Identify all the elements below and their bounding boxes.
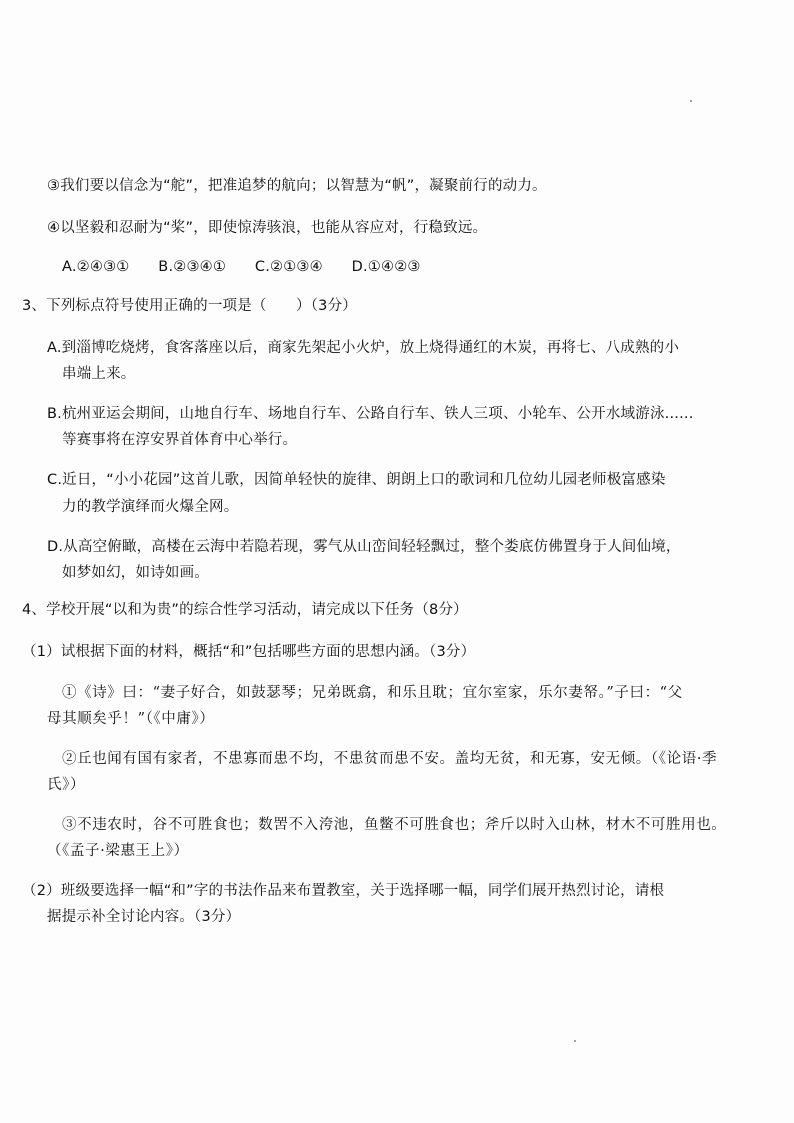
material-1-line1: ①《诗》曰：“妻子好合，如鼓瑟琴；兄弟既翕，和乐且耽；宜尔室家，乐尔妻帑。”子曰：“父 (62, 685, 683, 701)
q3-stem: 3、下列标点符号使用正确的一项是（ ）（3分） (22, 298, 357, 314)
material-2-line2: 氏》） (47, 777, 86, 793)
q3-option-a-line1: A.到淄博吃烧烤，食客落座以后，商家先架起小火炉，放上烧得通红的木炭，再将七、八成熟的小 (47, 340, 680, 356)
q2-item-3: ③我们要以信念为“舵”，把准追梦的航向；以智慧为“帆”，凝聚前行的动力。 (47, 178, 547, 194)
option-c: C.②①③④ (254, 259, 323, 275)
scan-speck (574, 1040, 576, 1042)
option-a: A.②④③① (62, 259, 130, 275)
q4-sub2-line2: 据提示补全讨论内容。（3分） (47, 909, 241, 925)
q3-option-b-line1: B.杭州亚运会期间，山地自行车、场地自行车、公路自行车、铁人三项、小轮车、公开水域游泳...... (47, 406, 694, 422)
q3-option-c-line2: 力的教学演绎而火爆全网。 (62, 499, 239, 515)
material-3-line1: ③不违农时，谷不可胜食也；数罟不入洿池，鱼鳖不可胜食也；斧斤以时入山林，材木不可胜用也。 (62, 817, 727, 833)
q2-options (62, 257, 445, 277)
q3-option-d-line2: 如梦如幻，如诗如画。 (62, 565, 209, 581)
q3-option-c-line1: C.近日，“小小花园”这首儿歌，因简单轻快的旋律、朗朗上口的歌词和几位幼儿园老师极富感染 (47, 472, 666, 488)
q3-option-a-line2: 串端上来。 (62, 366, 136, 382)
q4-sub2-line1: （2）班级要选择一幅“和”字的书法作品来布置教室，关于选择哪一幅，同学们展开热烈讨论，请根 (22, 883, 665, 899)
scan-speck (690, 100, 692, 102)
option-d: D.①④②③ (351, 259, 421, 275)
material-1-line2: 母其顺矣乎！”（《中庸》） (47, 711, 215, 727)
material-3-line2: （《孟子·梁惠王上》） (47, 843, 189, 859)
material-2-line1: ②丘也闻有国有家者，不患寡而患不均，不患贫而患不安。盖均无贫，和无寡，安无倾。（《论语·季 (62, 751, 718, 767)
q4-sub1: （1）试根据下面的材料，概括“和”包括哪些方面的思想内涵。（3分） (22, 644, 476, 660)
option-b: B.②③④① (158, 259, 227, 275)
q4-stem: 4、学校开展“以和为贵”的综合性学习活动，请完成以下任务（8分） (22, 602, 468, 618)
q3-option-d-line1: D.从高空俯瞰，高楼在云海中若隐若现，雾气从山峦间轻轻飘过，整个娄底仿佛置身于人间仙境， (47, 539, 681, 555)
q3-option-b-line2: 等赛事将在淳安界首体育中心举行。 (62, 432, 298, 448)
q2-item-4: ④以坚毅和忍耐为“桨”，即使惊涛骇浪，也能从容应对，行稳致远。 (47, 220, 488, 236)
